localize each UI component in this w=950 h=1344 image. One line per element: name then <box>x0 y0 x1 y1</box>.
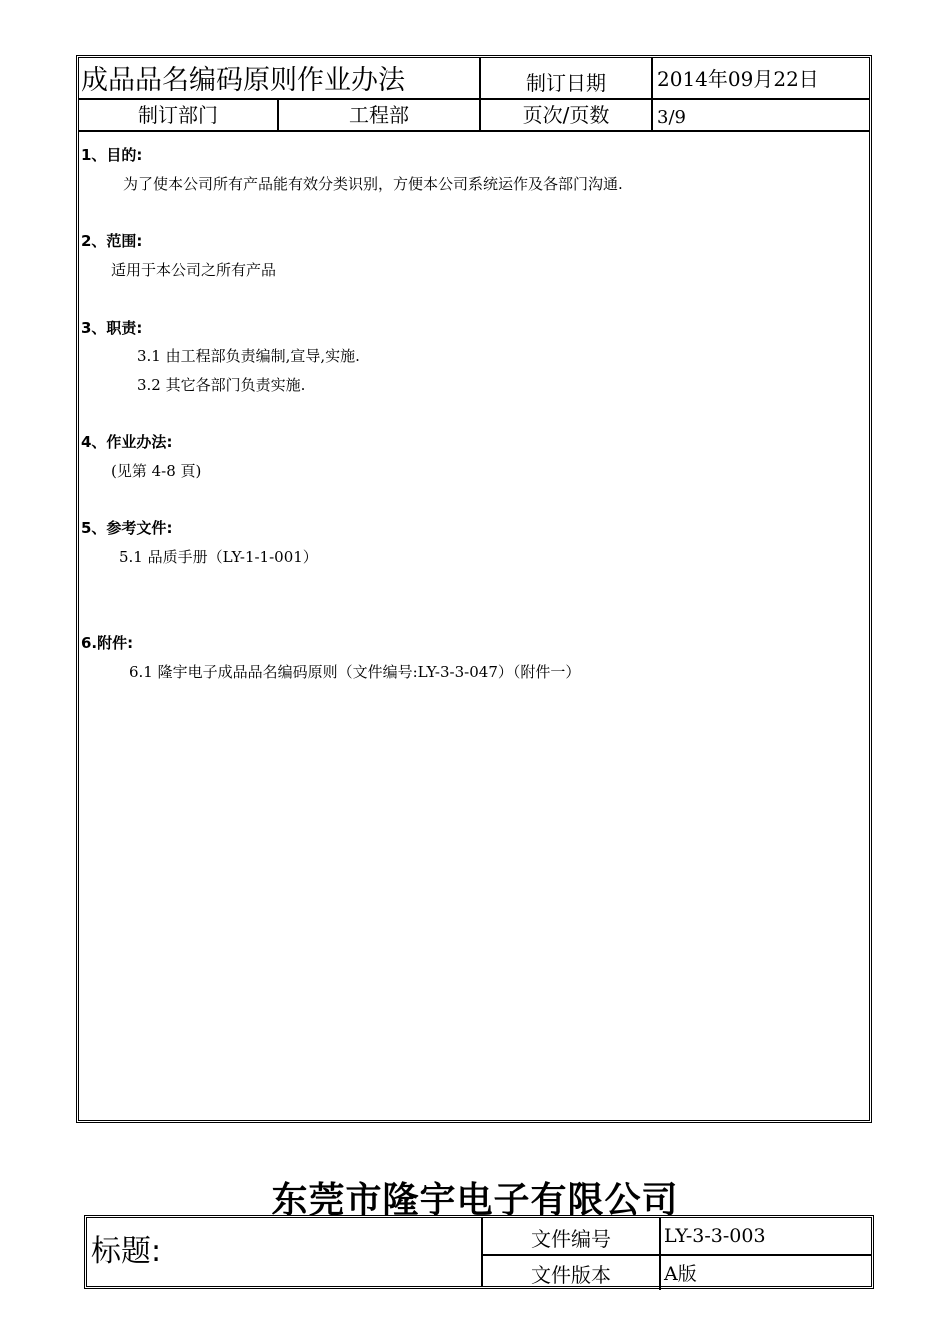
refs-heading: 5、参考文件: <box>81 519 173 537</box>
refs-text: 5.1 品质手册（LY-1-1-001） <box>119 548 318 566</box>
attachments-heading: 6.附件: <box>81 634 134 652</box>
page-value: 3/9 <box>651 100 869 130</box>
duties-heading: 3、职责: <box>81 319 143 337</box>
date-label: 制订日期 <box>479 58 651 98</box>
date-value: 2014年09月22日 <box>651 58 869 98</box>
document-form <box>76 55 872 1123</box>
scope-heading: 2、范围: <box>81 232 143 250</box>
dept-value: 工程部 <box>277 100 479 130</box>
footer-table <box>84 1215 874 1289</box>
footer-info-column <box>481 1218 871 1286</box>
version-label: 文件版本 <box>531 1263 611 1287</box>
header-row-1 <box>79 58 869 100</box>
purpose-text: 为了使本公司所有产品能有效分类识别，方便本公司系统运作及各部门沟通. <box>123 175 623 193</box>
header-row-2 <box>79 100 869 132</box>
page-label: 页次/页数 <box>479 100 651 130</box>
company-name: 东莞市隆宇电子有限公司 <box>271 1180 679 1221</box>
footer-row-doc-no <box>483 1218 871 1256</box>
purpose-heading: 1、目的: <box>81 146 143 164</box>
version-value: A版 <box>659 1254 871 1290</box>
method-heading: 4、作业办法: <box>81 433 173 451</box>
duties-item: 3.1 由工程部负责编制,宣导,实施. <box>137 347 360 365</box>
document-title: 成品品名编码原则作业办法 <box>81 64 405 96</box>
doc-no-value: LY-3-3-003 <box>659 1218 871 1254</box>
duties-item: 3.2 其它各部门负责实施. <box>137 376 306 394</box>
dept-label: 制订部门 <box>138 103 218 127</box>
footer-title-label: 标题: <box>91 1234 162 1269</box>
scope-text: 适用于本公司之所有产品 <box>111 261 277 279</box>
document-body <box>79 132 869 1120</box>
attachments-text: 6.1 隆宇电子成品品名编码原则（文件编号:LY-3-3-047）（附件一） <box>129 663 581 681</box>
method-text: (见第 4-8 頁) <box>111 462 202 480</box>
footer-row-version <box>483 1254 871 1290</box>
doc-no-label: 文件编号 <box>531 1227 611 1251</box>
